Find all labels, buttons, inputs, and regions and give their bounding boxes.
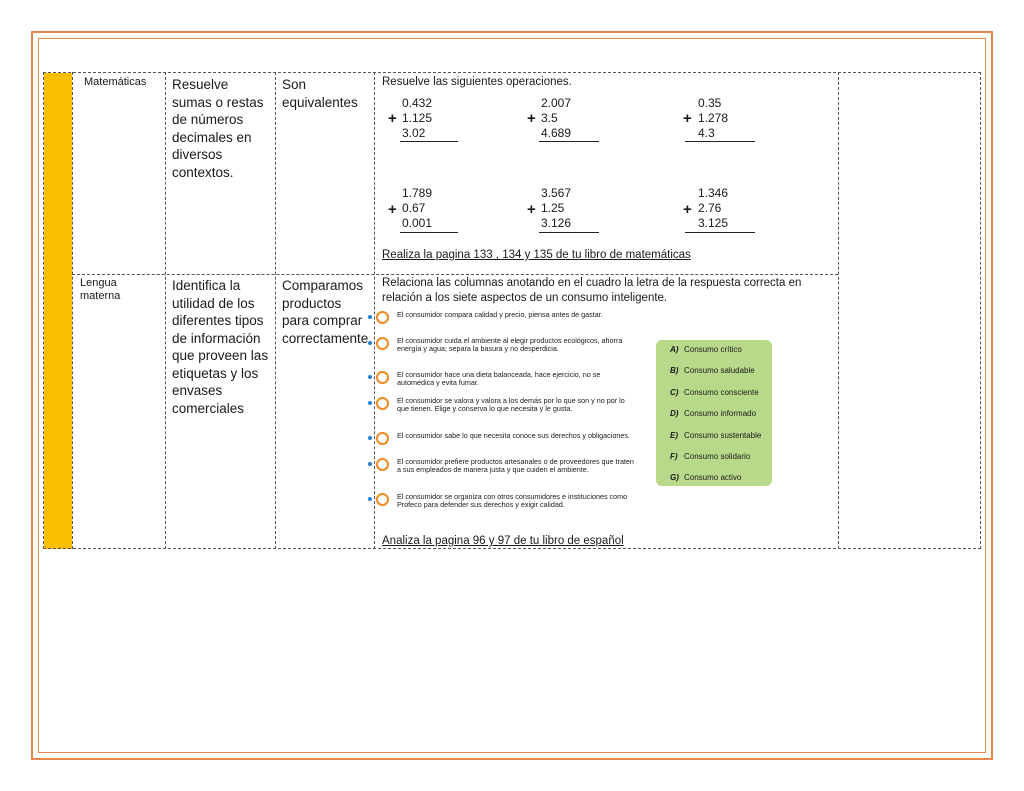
table-border-top [43,72,981,73]
column-divider [374,72,375,549]
answer-circle[interactable] [376,311,389,324]
sum-line [539,232,599,233]
sum-line [539,141,599,142]
sum-line [685,141,755,142]
answer-circle[interactable] [376,493,389,506]
statement-text: El consumidor sabe lo que necesita conoce sus derechos y obligaciones. [397,431,630,440]
table-border-left [43,72,44,549]
statement-text: El consumidor cuida el ambiente al elegir productos ecológicos, ahorra energía y agua; separa la basura y no desperdicia. [397,336,623,354]
bullet-icon [368,341,372,345]
plus-sign: + [683,110,692,127]
option-item: D) Consumo informado [670,409,757,418]
options-box [656,340,772,486]
plus-sign: + [527,201,536,218]
bullet-icon [368,462,372,466]
statement-text: El consumidor se organiza con otros consumidores e instituciones como Profeco para defender sus derechos y exigir calidad. [397,492,628,510]
subject-label: Lengua materna [80,277,121,302]
addend-2: 1.278 [698,111,729,125]
plus-sign: + [388,201,397,218]
addition-problem [541,96,571,141]
addend-2: 1.25 [541,201,565,215]
topic-label: Son equivalentes [282,77,358,110]
plus-sign: + [388,110,397,127]
addend-1: 1.789 [402,186,433,200]
addend-2: 0.67 [402,201,426,215]
plus-sign: + [683,201,692,218]
addend-2: 1.125 [402,111,433,125]
learning-objective: Identifica la utilidad de los diferentes tipos de información que proveen las etiquetas y los envases comerciales [172,278,269,416]
option-item: G) Consumo activo [670,473,742,482]
answer-circle[interactable] [376,397,389,410]
topic-label: Comparamos productos para comprar correctamente [282,278,369,346]
column-divider [275,72,276,549]
bullet-icon [368,436,372,440]
subject-label: Matemáticas [84,76,147,88]
plus-sign: + [527,110,536,127]
column-divider [838,72,839,549]
addend-2: 3.5 [541,111,558,125]
bullet-icon [368,497,372,501]
homework-instruction: Analiza la pagina 96 y 97 de tu libro de español [382,535,624,547]
answer-circle[interactable] [376,458,389,471]
result-value: 4.3 [698,126,715,140]
result-value: 4.689 [541,126,572,140]
option-item: E) Consumo sustentable [670,431,762,440]
addition-problem [698,96,728,141]
result-value: 3.02 [402,126,426,140]
addition-problem [541,186,571,231]
addend-1: 3.567 [541,186,572,200]
option-item: C) Consumo consciente [670,388,759,397]
statement-text: El consumidor hace una dieta balanceada, hace ejercicio, no se automedica y evita fumar. [397,370,601,388]
addend-1: 1.346 [698,186,729,200]
answer-circle[interactable] [376,432,389,445]
learning-objective: Resuelve sumas o restas de números decimales en diversos contextos. [172,77,264,180]
activity-title: Relaciona las columnas anotando en el cuadro la letra de la respuesta correcta en relación a los siete aspectos de un consumo inteligente. [382,277,802,304]
sum-line [685,232,755,233]
statement-text: El consumidor se valora y valora a los demás por lo que son y no por lo que tienen. Elige y conserva lo que necesita y le gusta. [397,396,625,414]
activity-title: Resuelve las siguientes operaciones. [382,76,572,88]
addend-1: 0.432 [402,96,433,110]
column-divider [165,72,166,549]
result-value: 0.001 [402,216,433,230]
column-divider [72,72,73,549]
option-item: B) Consumo saludable [670,366,755,375]
bullet-icon [368,375,372,379]
addend-2: 2.76 [698,201,722,215]
addition-problem [698,186,728,231]
answer-circle[interactable] [376,337,389,350]
result-value: 3.126 [541,216,572,230]
statement-text: El consumidor prefiere productos artesanales o de proveedores que traten a sus empleados de manera justa y que cuiden el ambiente. [397,457,634,475]
row-divider [72,274,838,275]
table-border-right [980,72,981,549]
statement-text: El consumidor compara calidad y precio, piensa antes de gastar. [397,310,603,319]
bullet-icon [368,315,372,319]
result-value: 3.125 [698,216,729,230]
option-item: A) Consumo crítico [670,345,742,354]
addend-1: 0.35 [698,96,722,110]
answer-circle[interactable] [376,371,389,384]
table-border-bottom [43,548,981,549]
sum-line [400,141,458,142]
sum-line [400,232,458,233]
option-item: F) Consumo solidario [670,452,751,461]
addition-problem [402,186,432,231]
side-color-bar [44,73,72,549]
bullet-icon [368,401,372,405]
addition-problem [402,96,432,141]
homework-instruction: Realiza la pagina 133 , 134 y 135 de tu libro de matemáticas [382,249,691,261]
addend-1: 2.007 [541,96,572,110]
